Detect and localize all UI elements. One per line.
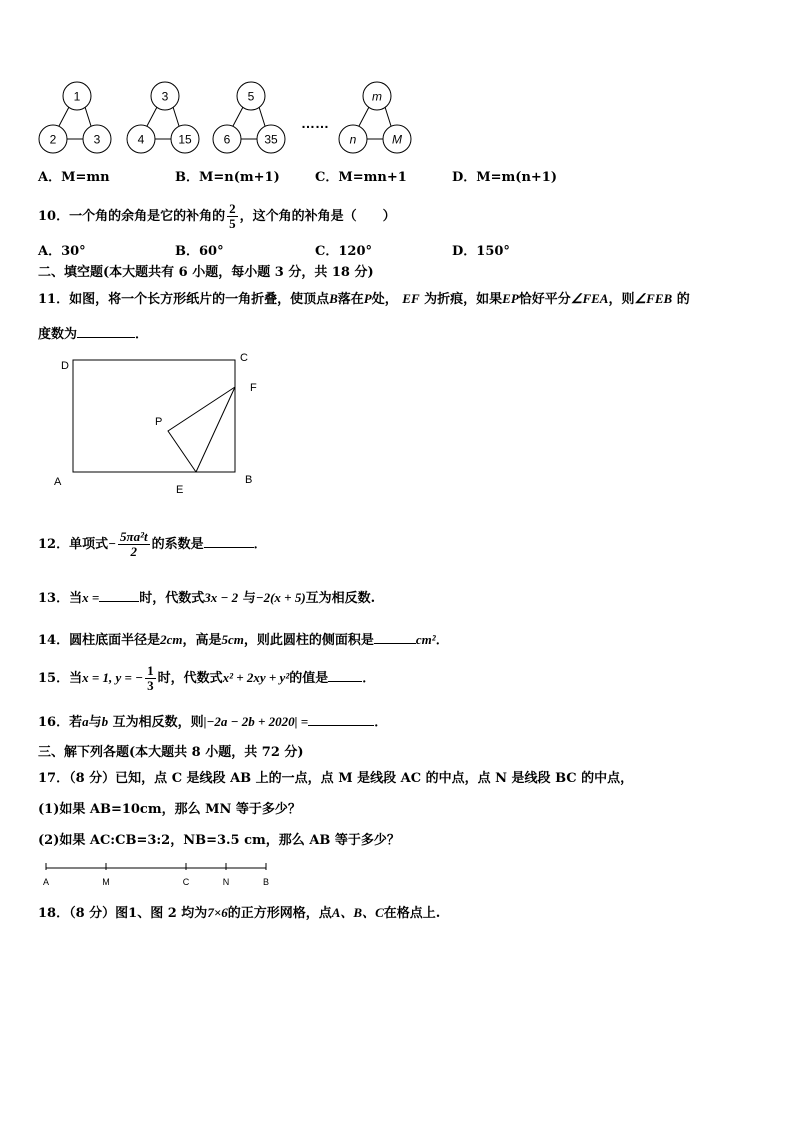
- q13-stem: 13．当x = 时，代数式3x − 2 与−2(x + 5)互为相反数.: [38, 590, 376, 606]
- pattern-edge: [147, 107, 157, 126]
- q10-frac-num: 2: [229, 201, 236, 216]
- segment-label-b: B: [262, 877, 270, 887]
- pattern-figure: [30, 78, 430, 158]
- segment-label-n: N: [222, 877, 230, 887]
- q10-suffix: ，这个角的补角是（ ）: [239, 209, 396, 224]
- q10-option-a: A．30°: [38, 244, 86, 259]
- q11-line2: 度数为 ．: [38, 324, 148, 344]
- pattern-edge: [59, 107, 69, 126]
- pattern-number-top: 3: [161, 89, 169, 104]
- pattern-number-right: 3: [93, 132, 101, 147]
- pattern-number-right: 15: [178, 132, 192, 147]
- q9-option-a: A．M=mn: [38, 170, 110, 185]
- pattern-triangle-2: [127, 82, 199, 153]
- q18-stem: 18．（8 分）图1、图 2 均为7×6的正方形网格，点A、B、C在格点上.: [38, 905, 441, 921]
- label-d: D: [61, 360, 69, 372]
- q9-option-b: B．M=n(m+1): [175, 170, 280, 185]
- q13-blank[interactable]: [99, 588, 139, 602]
- q9-option-c: C．M=mn+1: [315, 170, 407, 185]
- q11-blank[interactable]: [77, 324, 135, 338]
- pattern-edge: [359, 107, 369, 126]
- q12-stem: 12．单项式− $\frac{\text{5πa²t}}{2}$ 的系数是 ．: [38, 529, 267, 559]
- q9-option-d: D．M=m(n+1): [452, 170, 558, 185]
- q10-frac-den: 5: [229, 216, 236, 231]
- pattern-edge: [173, 107, 179, 126]
- pattern-triangle-1: [39, 82, 111, 153]
- q10-option-c: C．120°: [315, 244, 372, 259]
- pattern-edge: [259, 107, 265, 126]
- pattern-edge: [385, 107, 391, 126]
- q16-stem: 16．若a与b 互为相反数，则|−2a − 2b + 2020| = ．: [38, 714, 388, 730]
- pattern-edge: [233, 107, 243, 126]
- label-b: B: [245, 474, 253, 486]
- q16-blank[interactable]: [308, 712, 374, 726]
- label-p: P: [155, 416, 163, 428]
- pattern-triangle-4: [339, 82, 411, 153]
- pattern-number-left: 2: [49, 132, 57, 147]
- q10-option-d: D．150°: [452, 244, 510, 259]
- q11-rectangle-figure: [48, 345, 278, 500]
- q17-line1: 17．（8 分）已知，点 C 是线段 AB 上的一点，点 M 是线段 AC 的中点，点 N 是线段 BC 的中点，: [38, 771, 634, 786]
- q10-option-b: B．60°: [175, 244, 224, 259]
- pattern-number-left: 4: [137, 132, 145, 147]
- section2-heading: 二、填空题(本大题共有 6 小题，每小题 3 分，共 18 分): [38, 265, 374, 280]
- pattern-number-top: m: [372, 89, 382, 104]
- label-a: A: [54, 476, 62, 488]
- rectangle-abcd: [73, 360, 235, 472]
- pattern-number-right: 35: [264, 132, 278, 147]
- pattern-edge: [85, 107, 91, 126]
- pattern-triangle-3: [213, 82, 285, 153]
- q15-stem: 15．当x = 1, y = − $\frac{1}{3}$ 时，代数式x² + 2xy + y²的值是 ．: [38, 663, 376, 693]
- q14-blank[interactable]: [374, 630, 416, 644]
- pattern-number-top: 5: [247, 89, 255, 104]
- q12-blank[interactable]: [204, 534, 254, 548]
- q17-line2: (1)如果 AB=10cm，那么 MN 等于多少？: [38, 802, 301, 817]
- pattern-number-left: 6: [223, 132, 231, 147]
- q15-blank[interactable]: [328, 668, 362, 682]
- q17-line3: (2)如果 AC:CB=3:2，NB=3.5 cm，那么 AB 等于多少？: [38, 833, 400, 848]
- label-e: E: [176, 484, 184, 496]
- pattern-dots: ……: [301, 115, 329, 131]
- pattern-number-left: n: [349, 132, 357, 147]
- q17-segment-figure: [38, 858, 278, 894]
- q10-stem: [38, 200, 396, 234]
- pattern-number-right: M: [392, 132, 402, 147]
- q11-line1: 11．如图，将一个长方形纸片的一角折叠，使顶点B落在P处， EF 为折痕，如果EP恰好平分∠FEA，则∠FEB 的: [38, 291, 690, 307]
- q10-prefix: 10．一个角的余角是它的补角的: [38, 209, 226, 224]
- label-c: C: [240, 352, 248, 364]
- segment-label-c: C: [182, 877, 190, 887]
- segment-label-a: A: [42, 877, 50, 887]
- segment-label-m: M: [102, 877, 110, 887]
- q14-stem: 14．圆柱底面半径是2cm，高是5cm，则此圆柱的侧面积是 cm²．: [38, 632, 449, 648]
- pattern-number-top: 1: [73, 89, 81, 104]
- q10-fraction: [227, 202, 238, 231]
- label-f: F: [250, 382, 257, 394]
- section3-heading: 三、解下列各题(本大题共 8 小题，共 72 分): [38, 745, 304, 760]
